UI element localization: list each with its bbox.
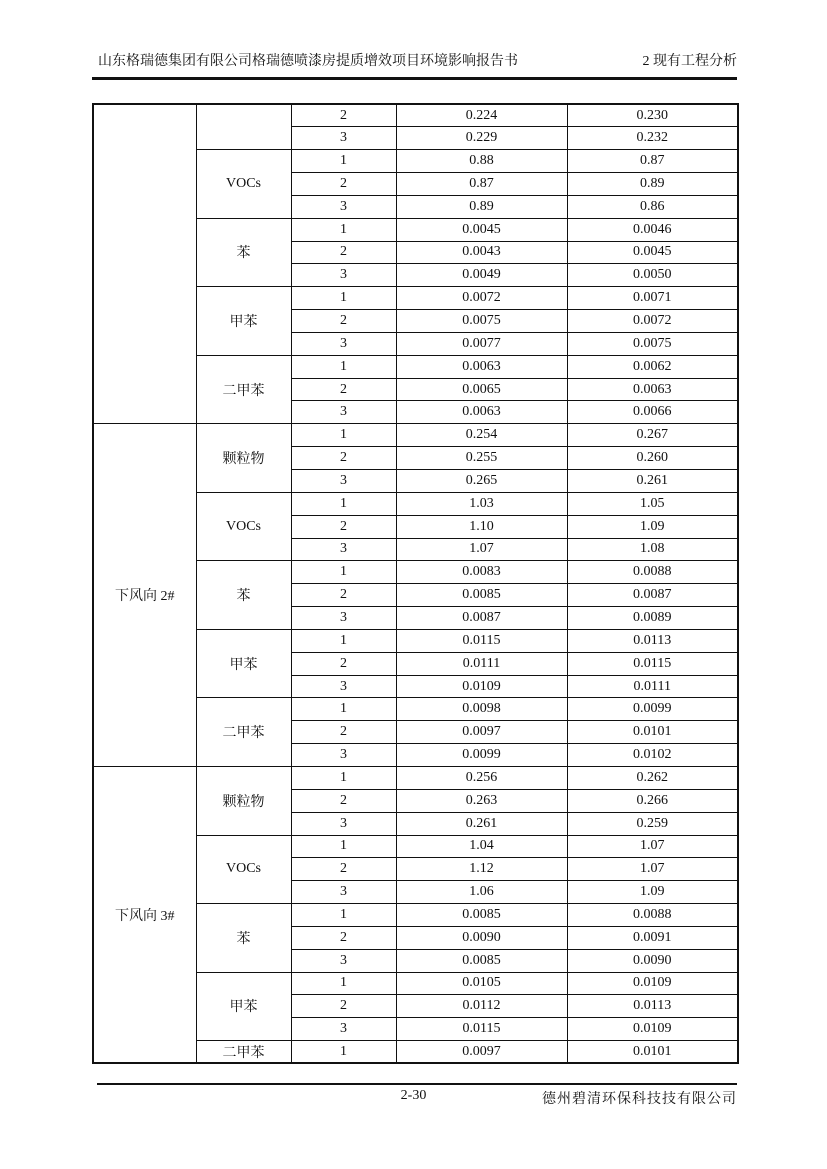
cell-value-2: 0.0113	[567, 629, 738, 652]
cell-pollutant: VOCs	[196, 492, 291, 561]
cell-sample-no: 1	[291, 355, 396, 378]
cell-pollutant: 二甲苯	[196, 698, 291, 767]
cell-sample-no: 2	[291, 104, 396, 127]
cell-sample-no: 1	[291, 904, 396, 927]
cell-value-2: 0.0115	[567, 652, 738, 675]
footer-rule	[97, 1083, 737, 1085]
cell-value-1: 0.254	[396, 424, 567, 447]
cell-sample-no: 1	[291, 561, 396, 584]
cell-sample-no: 3	[291, 607, 396, 630]
cell-value-2: 0.0075	[567, 332, 738, 355]
cell-sample-no: 3	[291, 195, 396, 218]
cell-value-2: 0.0109	[567, 972, 738, 995]
cell-value-1: 0.0115	[396, 629, 567, 652]
cell-sample-no: 1	[291, 972, 396, 995]
cell-pollutant: 二甲苯	[196, 1041, 291, 1064]
cell-value-2: 0.260	[567, 447, 738, 470]
cell-pollutant: 颗粒物	[196, 766, 291, 835]
cell-value-2: 0.0101	[567, 1041, 738, 1064]
cell-value-2: 0.0066	[567, 401, 738, 424]
header-report-title: 山东格瑞德集团有限公司格瑞德喷漆房提质增效项目环境影响报告书	[98, 54, 518, 69]
cell-sample-no: 3	[291, 264, 396, 287]
cell-value-2: 0.0088	[567, 904, 738, 927]
cell-value-2: 0.0090	[567, 949, 738, 972]
table-row	[93, 424, 738, 447]
cell-value-1: 0.0115	[396, 1018, 567, 1041]
cell-value-2: 0.0087	[567, 584, 738, 607]
cell-value-2: 0.86	[567, 195, 738, 218]
cell-value-2: 1.09	[567, 881, 738, 904]
cell-sample-no: 3	[291, 470, 396, 493]
cell-pollutant: 二甲苯	[196, 355, 291, 424]
cell-value-1: 0.229	[396, 127, 567, 150]
cell-value-1: 0.0085	[396, 584, 567, 607]
cell-value-2: 0.0050	[567, 264, 738, 287]
cell-sample-no: 3	[291, 401, 396, 424]
cell-pollutant: VOCs	[196, 150, 291, 219]
cell-sample-no: 2	[291, 447, 396, 470]
cell-value-2: 0.232	[567, 127, 738, 150]
cell-pollutant: 苯	[196, 904, 291, 973]
cell-sample-no: 2	[291, 652, 396, 675]
cell-pollutant: 甲苯	[196, 629, 291, 698]
cell-pollutant	[196, 104, 291, 150]
cell-value-2: 1.07	[567, 835, 738, 858]
cell-value-2: 0.87	[567, 150, 738, 173]
cell-value-1: 0.0075	[396, 310, 567, 333]
cell-value-1: 0.224	[396, 104, 567, 127]
cell-pollutant: 甲苯	[196, 972, 291, 1041]
cell-value-2: 0.259	[567, 812, 738, 835]
cell-sample-no: 1	[291, 218, 396, 241]
cell-value-1: 0.0049	[396, 264, 567, 287]
cell-pollutant: 甲苯	[196, 287, 291, 356]
cell-value-1: 1.06	[396, 881, 567, 904]
cell-value-1: 0.255	[396, 447, 567, 470]
cell-value-2: 1.08	[567, 538, 738, 561]
cell-sample-no: 2	[291, 173, 396, 196]
cell-value-2: 1.05	[567, 492, 738, 515]
cell-value-1: 0.0087	[396, 607, 567, 630]
cell-sample-no: 2	[291, 310, 396, 333]
cell-location: 下风向 2#	[93, 424, 196, 767]
cell-value-2: 0.0113	[567, 995, 738, 1018]
cell-value-1: 0.0105	[396, 972, 567, 995]
cell-value-2: 0.89	[567, 173, 738, 196]
cell-sample-no: 3	[291, 881, 396, 904]
cell-sample-no: 1	[291, 424, 396, 447]
cell-location: 下风向 3#	[93, 766, 196, 1063]
cell-value-1: 0.0111	[396, 652, 567, 675]
cell-value-2: 0.0089	[567, 607, 738, 630]
cell-value-2: 1.09	[567, 515, 738, 538]
cell-value-1: 0.0098	[396, 698, 567, 721]
cell-value-2: 0.0072	[567, 310, 738, 333]
cell-value-1: 0.0097	[396, 1041, 567, 1064]
cell-value-1: 1.03	[396, 492, 567, 515]
cell-value-1: 0.87	[396, 173, 567, 196]
cell-sample-no: 3	[291, 812, 396, 835]
cell-value-2: 0.0071	[567, 287, 738, 310]
cell-sample-no: 2	[291, 789, 396, 812]
cell-value-2: 0.266	[567, 789, 738, 812]
cell-sample-no: 2	[291, 995, 396, 1018]
cell-sample-no: 1	[291, 1041, 396, 1064]
cell-value-2: 0.0111	[567, 675, 738, 698]
cell-value-2: 0.262	[567, 766, 738, 789]
cell-value-1: 1.07	[396, 538, 567, 561]
cell-value-1: 0.0077	[396, 332, 567, 355]
cell-value-1: 1.10	[396, 515, 567, 538]
cell-value-1: 0.0072	[396, 287, 567, 310]
cell-value-2: 0.0091	[567, 926, 738, 949]
cell-sample-no: 2	[291, 515, 396, 538]
cell-value-1: 0.256	[396, 766, 567, 789]
cell-value-1: 0.263	[396, 789, 567, 812]
cell-sample-no: 3	[291, 949, 396, 972]
cell-sample-no: 3	[291, 1018, 396, 1041]
cell-sample-no: 2	[291, 858, 396, 881]
cell-value-2: 0.0099	[567, 698, 738, 721]
cell-value-1: 0.0085	[396, 949, 567, 972]
header-rule	[92, 77, 737, 80]
cell-sample-no: 2	[291, 378, 396, 401]
cell-value-1: 0.88	[396, 150, 567, 173]
monitoring-data-table	[92, 103, 739, 1064]
cell-pollutant: 颗粒物	[196, 424, 291, 493]
cell-sample-no: 1	[291, 698, 396, 721]
cell-value-1: 0.0112	[396, 995, 567, 1018]
monitoring-table-body	[93, 104, 738, 1063]
cell-location	[93, 104, 196, 424]
cell-value-1: 0.265	[396, 470, 567, 493]
cell-sample-no: 2	[291, 721, 396, 744]
cell-value-1: 1.12	[396, 858, 567, 881]
cell-value-1: 0.0099	[396, 744, 567, 767]
cell-value-2: 0.261	[567, 470, 738, 493]
cell-value-1: 0.0085	[396, 904, 567, 927]
cell-value-2: 0.0102	[567, 744, 738, 767]
cell-sample-no: 3	[291, 538, 396, 561]
cell-sample-no: 3	[291, 675, 396, 698]
cell-sample-no: 1	[291, 835, 396, 858]
cell-sample-no: 2	[291, 584, 396, 607]
cell-value-1: 0.0065	[396, 378, 567, 401]
cell-pollutant: 苯	[196, 561, 291, 630]
cell-value-1: 0.0097	[396, 721, 567, 744]
cell-value-1: 0.0043	[396, 241, 567, 264]
cell-sample-no: 3	[291, 127, 396, 150]
cell-sample-no: 1	[291, 629, 396, 652]
cell-sample-no: 3	[291, 332, 396, 355]
header-chapter-title: 2 现有工程分析	[642, 54, 737, 69]
cell-value-1: 0.0063	[396, 355, 567, 378]
cell-sample-no: 1	[291, 766, 396, 789]
cell-value-1: 0.0109	[396, 675, 567, 698]
cell-sample-no: 1	[291, 287, 396, 310]
cell-value-2: 0.0109	[567, 1018, 738, 1041]
cell-value-1: 0.89	[396, 195, 567, 218]
cell-pollutant: VOCs	[196, 835, 291, 904]
cell-value-2: 0.0045	[567, 241, 738, 264]
cell-value-1: 1.04	[396, 835, 567, 858]
footer-page-number: 2-30	[400, 1088, 427, 1103]
cell-value-1: 0.0063	[396, 401, 567, 424]
footer-company-name: 德州碧清环保科技技有限公司	[542, 1092, 737, 1107]
cell-value-1: 0.261	[396, 812, 567, 835]
cell-value-1: 0.0045	[396, 218, 567, 241]
cell-sample-no: 3	[291, 744, 396, 767]
cell-value-2: 0.0062	[567, 355, 738, 378]
cell-value-2: 0.230	[567, 104, 738, 127]
cell-sample-no: 2	[291, 926, 396, 949]
cell-value-2: 1.07	[567, 858, 738, 881]
table-row	[93, 766, 738, 789]
cell-pollutant: 苯	[196, 218, 291, 287]
cell-value-2: 0.0088	[567, 561, 738, 584]
cell-value-2: 0.0101	[567, 721, 738, 744]
cell-sample-no: 2	[291, 241, 396, 264]
cell-sample-no: 1	[291, 492, 396, 515]
table-row	[93, 104, 738, 127]
cell-value-2: 0.0063	[567, 378, 738, 401]
cell-value-1: 0.0083	[396, 561, 567, 584]
cell-value-1: 0.0090	[396, 926, 567, 949]
cell-value-2: 0.267	[567, 424, 738, 447]
page-header	[98, 53, 737, 71]
cell-sample-no: 1	[291, 150, 396, 173]
cell-value-2: 0.0046	[567, 218, 738, 241]
